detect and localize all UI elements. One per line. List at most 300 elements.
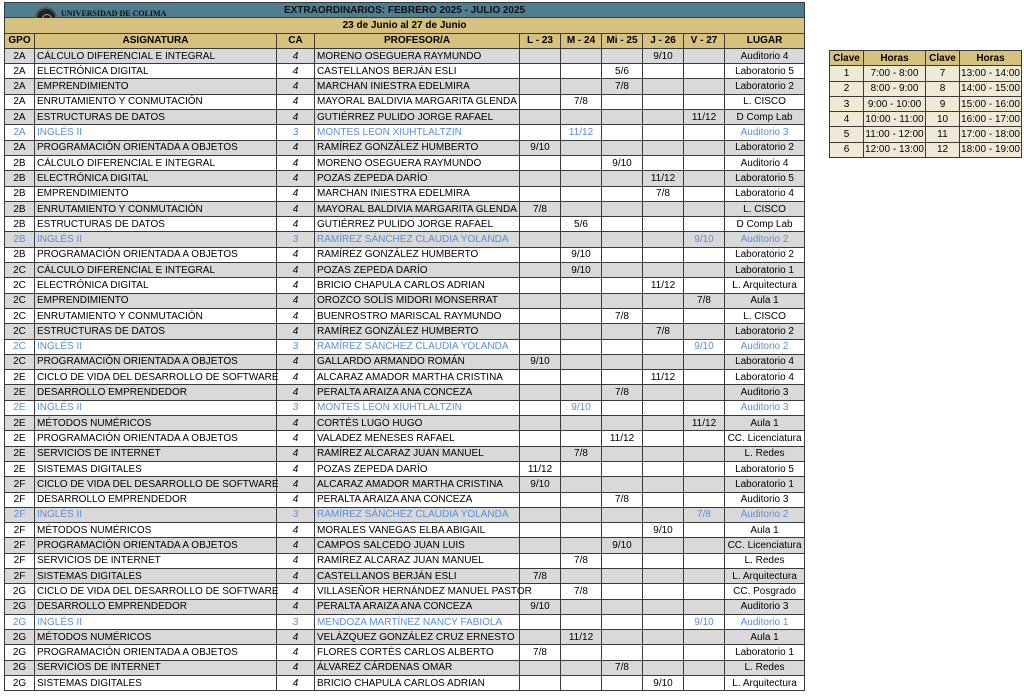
cell-gpo: 2F — [5, 523, 35, 538]
cell-gpo: 2C — [5, 324, 35, 339]
cell-jueves — [643, 630, 684, 645]
cell-viernes: 11/12 — [684, 110, 725, 125]
cell-gpo: 2G — [5, 645, 35, 660]
cell-miercoles: 11/12 — [602, 431, 643, 446]
cell-miercoles — [602, 676, 643, 691]
cell-martes — [561, 507, 602, 522]
cell-miercoles — [602, 645, 643, 660]
cell-asignatura: MÉTODOS NUMÉRICOS — [35, 523, 277, 538]
cell-lunes — [520, 232, 561, 247]
cell-lugar: Auditorio 1 — [725, 614, 805, 629]
cell-lugar: CC. Licenciatura — [725, 538, 805, 553]
table-row — [5, 461, 805, 476]
cell-profesor: CORTÉS LUGO HUGO — [315, 416, 520, 431]
cell-martes — [561, 477, 602, 492]
cell-lunes — [520, 676, 561, 691]
cell-martes: 7/8 — [561, 553, 602, 568]
cell-ca: 4 — [277, 79, 315, 94]
legend-clave: 9 — [926, 96, 960, 111]
cell-martes: 5/6 — [561, 217, 602, 232]
cell-lunes — [520, 217, 561, 232]
table-row — [5, 354, 805, 369]
cell-jueves — [643, 461, 684, 476]
cell-asignatura: EMPRENDIMIENTO — [35, 79, 277, 94]
cell-lunes — [520, 538, 561, 553]
cell-martes — [561, 385, 602, 400]
cell-martes: 7/8 — [561, 584, 602, 599]
cell-viernes — [684, 630, 725, 645]
cell-lugar: D Comp Lab — [725, 110, 805, 125]
cell-asignatura: CICLO DE VIDA DEL DESARROLLO DE SOFTWARE — [35, 584, 277, 599]
cell-lunes — [520, 339, 561, 354]
legend-clave: 6 — [830, 142, 864, 157]
cell-gpo: 2A — [5, 64, 35, 79]
cell-lunes — [520, 630, 561, 645]
cell-lugar: Auditorio 2 — [725, 232, 805, 247]
cell-profesor: ALCARAZ AMADOR MARTHA CRISTINA — [315, 370, 520, 385]
cell-profesor: FLORES CORTÉS CARLOS ALBERTO — [315, 645, 520, 660]
legend-clave: 4 — [830, 112, 864, 127]
cell-gpo: 2A — [5, 94, 35, 109]
cell-gpo: 2C — [5, 263, 35, 278]
cell-jueves — [643, 201, 684, 216]
cell-martes — [561, 64, 602, 79]
cell-martes — [561, 492, 602, 507]
cell-gpo: 2A — [5, 79, 35, 94]
cell-ca: 4 — [277, 523, 315, 538]
cell-jueves: 11/12 — [643, 278, 684, 293]
cell-ca: 4 — [277, 308, 315, 323]
cell-gpo: 2B — [5, 201, 35, 216]
cell-lugar: Laboratorio 1 — [725, 263, 805, 278]
cell-martes — [561, 308, 602, 323]
cell-profesor: PERALTA ARAIZA ANA CONCEZA — [315, 385, 520, 400]
cell-viernes — [684, 523, 725, 538]
cell-profesor: MAYORAL BALDIVIA MARGARITA GLENDA — [315, 94, 520, 109]
cell-ca: 4 — [277, 385, 315, 400]
cell-asignatura: ELECTRÓNICA DIGITAL — [35, 278, 277, 293]
cell-asignatura: PROGRAMACIÓN ORIENTADA A OBJETOS — [35, 645, 277, 660]
column-header-row — [5, 33, 805, 48]
table-row — [5, 507, 805, 522]
cell-gpo: 2A — [5, 48, 35, 63]
col-header-jueves: J - 26 — [643, 33, 684, 48]
cell-gpo: 2B — [5, 186, 35, 201]
cell-jueves — [643, 140, 684, 155]
cell-viernes — [684, 155, 725, 170]
cell-jueves: 11/12 — [643, 171, 684, 186]
cell-jueves — [643, 263, 684, 278]
cell-miercoles — [602, 48, 643, 63]
cell-lugar: CC. Posgrado — [725, 584, 805, 599]
cell-lugar: D Comp Lab — [725, 217, 805, 232]
cell-viernes — [684, 461, 725, 476]
cell-martes — [561, 614, 602, 629]
cell-ca: 4 — [277, 370, 315, 385]
table-row — [5, 553, 805, 568]
cell-jueves — [643, 553, 684, 568]
cell-ca: 4 — [277, 217, 315, 232]
cell-lugar: Laboratorio 5 — [725, 461, 805, 476]
cell-lunes — [520, 263, 561, 278]
cell-viernes — [684, 94, 725, 109]
table-row — [5, 492, 805, 507]
cell-ca: 4 — [277, 293, 315, 308]
cell-lugar: L. Arquitectura — [725, 676, 805, 691]
cell-asignatura: PROGRAMACIÓN ORIENTADA A OBJETOS — [35, 354, 277, 369]
cell-lugar: L. CISCO — [725, 201, 805, 216]
cell-asignatura: INGLÉS II — [35, 125, 277, 140]
cell-gpo: 2B — [5, 217, 35, 232]
cell-jueves: 7/8 — [643, 186, 684, 201]
cell-lunes: 11/12 — [520, 461, 561, 476]
cell-miercoles — [602, 125, 643, 140]
date-range: 23 de Junio al 27 de Junio — [5, 18, 805, 33]
cell-asignatura: INGLÉS II — [35, 339, 277, 354]
legend-horas: 11:00 - 12:00 — [864, 127, 926, 142]
cell-gpo: 2C — [5, 278, 35, 293]
cell-gpo: 2A — [5, 125, 35, 140]
subtitle-row — [5, 18, 805, 33]
legend-clave: 12 — [926, 142, 960, 157]
legend-horas: 16:00 - 17:00 — [960, 112, 1022, 127]
table-row — [5, 584, 805, 599]
cell-viernes — [684, 446, 725, 461]
cell-viernes — [684, 538, 725, 553]
cell-asignatura: MÉTODOS NUMÉRICOS — [35, 416, 277, 431]
cell-viernes — [684, 477, 725, 492]
cell-lugar: L. CISCO — [725, 94, 805, 109]
cell-miercoles: 7/8 — [602, 308, 643, 323]
legend-horas: 10:00 - 11:00 — [864, 112, 926, 127]
cell-ca: 4 — [277, 171, 315, 186]
cell-miercoles — [602, 186, 643, 201]
cell-lunes — [520, 385, 561, 400]
legend-clave: 2 — [830, 81, 864, 96]
cell-profesor: RAMÍREZ SÁNCHEZ CLAUDIA YOLANDA — [315, 232, 520, 247]
cell-viernes — [684, 676, 725, 691]
legend-row — [830, 81, 1022, 96]
cell-gpo: 2F — [5, 507, 35, 522]
cell-lunes — [520, 660, 561, 675]
cell-profesor: ALCARAZ AMADOR MARTHA CRISTINA — [315, 477, 520, 492]
cell-lunes — [520, 416, 561, 431]
cell-jueves — [643, 217, 684, 232]
cell-gpo: 2F — [5, 492, 35, 507]
cell-viernes — [684, 263, 725, 278]
cell-viernes — [684, 324, 725, 339]
cell-profesor: RAMÍREZ SÁNCHEZ CLAUDIA YOLANDA — [315, 339, 520, 354]
cell-lunes — [520, 507, 561, 522]
cell-lugar: Laboratorio 4 — [725, 354, 805, 369]
cell-gpo: 2A — [5, 140, 35, 155]
cell-lugar: L. CISCO — [725, 308, 805, 323]
cell-jueves — [643, 660, 684, 675]
legend-clave: 7 — [926, 66, 960, 81]
table-row — [5, 293, 805, 308]
cell-miercoles: 9/10 — [602, 538, 643, 553]
table-row — [5, 385, 805, 400]
cell-martes: 11/12 — [561, 125, 602, 140]
cell-profesor: BUENROSTRO MARISCAL RAYMUNDO — [315, 308, 520, 323]
cell-ca: 4 — [277, 278, 315, 293]
cell-miercoles — [602, 461, 643, 476]
table-row — [5, 140, 805, 155]
cell-miercoles — [602, 232, 643, 247]
cell-viernes: 9/10 — [684, 232, 725, 247]
cell-asignatura: CÁLCULO DIFERENCIAL E INTEGRAL — [35, 48, 277, 63]
cell-viernes — [684, 385, 725, 400]
cell-gpo: 2G — [5, 660, 35, 675]
cell-ca: 4 — [277, 645, 315, 660]
table-row — [5, 660, 805, 675]
cell-lugar: L. Arquitectura — [725, 278, 805, 293]
cell-miercoles — [602, 614, 643, 629]
table-row — [5, 538, 805, 553]
legend-header-clave: Clave — [926, 51, 960, 66]
table-row — [5, 645, 805, 660]
cell-lugar: L. Redes — [725, 446, 805, 461]
cell-viernes — [684, 201, 725, 216]
cell-jueves — [643, 431, 684, 446]
table-row — [5, 339, 805, 354]
legend-header-horas: Horas — [864, 51, 926, 66]
cell-profesor: RAMÍREZ GONZÁLEZ HUMBERTO — [315, 247, 520, 262]
cell-gpo: 2C — [5, 339, 35, 354]
cell-ca: 4 — [277, 354, 315, 369]
cell-viernes — [684, 354, 725, 369]
table-row — [5, 171, 805, 186]
cell-ca: 4 — [277, 660, 315, 675]
cell-lugar: Auditorio 4 — [725, 48, 805, 63]
cell-miercoles — [602, 599, 643, 614]
cell-jueves — [643, 308, 684, 323]
cell-lugar: L. Redes — [725, 660, 805, 675]
cell-asignatura: SERVICIOS DE INTERNET — [35, 553, 277, 568]
cell-lunes — [520, 324, 561, 339]
cell-asignatura: INGLÉS II — [35, 614, 277, 629]
cell-asignatura: ESTRUCTURAS DE DATOS — [35, 217, 277, 232]
cell-miercoles — [602, 568, 643, 583]
cell-jueves — [643, 492, 684, 507]
cell-jueves: 9/10 — [643, 48, 684, 63]
cell-gpo: 2G — [5, 630, 35, 645]
legend-horas: 15:00 - 16:00 — [960, 96, 1022, 111]
cell-martes — [561, 110, 602, 125]
cell-martes — [561, 538, 602, 553]
table-row — [5, 446, 805, 461]
cell-viernes — [684, 431, 725, 446]
table-row — [5, 232, 805, 247]
hour-key-legend — [829, 50, 1022, 158]
cell-martes — [561, 370, 602, 385]
table-row — [5, 110, 805, 125]
cell-lunes: 9/10 — [520, 599, 561, 614]
cell-lunes — [520, 293, 561, 308]
cell-martes: 9/10 — [561, 247, 602, 262]
cell-lugar: Aula 1 — [725, 293, 805, 308]
cell-martes — [561, 232, 602, 247]
cell-jueves — [643, 247, 684, 262]
cell-martes — [561, 354, 602, 369]
cell-viernes — [684, 217, 725, 232]
cell-profesor: BRICIO CHAPULA CARLOS ADRIAN — [315, 278, 520, 293]
cell-lugar: Auditorio 4 — [725, 155, 805, 170]
cell-profesor: RAMÍREZ GONZÁLEZ HUMBERTO — [315, 324, 520, 339]
cell-ca: 4 — [277, 48, 315, 63]
cell-viernes — [684, 599, 725, 614]
cell-viernes — [684, 64, 725, 79]
cell-asignatura: ESTRUCTURAS DE DATOS — [35, 110, 277, 125]
cell-miercoles — [602, 140, 643, 155]
table-row — [5, 599, 805, 614]
cell-asignatura: EMPRENDIMIENTO — [35, 293, 277, 308]
cell-ca: 4 — [277, 64, 315, 79]
cell-jueves — [643, 385, 684, 400]
cell-martes — [561, 201, 602, 216]
cell-ca: 4 — [277, 155, 315, 170]
legend-header-clave: Clave — [830, 51, 864, 66]
cell-ca: 4 — [277, 676, 315, 691]
cell-ca: 4 — [277, 553, 315, 568]
cell-viernes — [684, 660, 725, 675]
cell-asignatura: PROGRAMACIÓN ORIENTADA A OBJETOS — [35, 431, 277, 446]
cell-asignatura: SISTEMAS DIGITALES — [35, 676, 277, 691]
cell-profesor: VALADEZ MENESES RAFAEL — [315, 431, 520, 446]
table-row — [5, 568, 805, 583]
col-header-martes: M - 24 — [561, 33, 602, 48]
cell-miercoles: 7/8 — [602, 79, 643, 94]
cell-jueves — [643, 400, 684, 415]
cell-lugar: Auditorio 3 — [725, 385, 805, 400]
cell-lugar: Aula 1 — [725, 630, 805, 645]
cell-gpo: 2F — [5, 477, 35, 492]
table-row — [5, 278, 805, 293]
cell-lunes — [520, 370, 561, 385]
cell-ca: 4 — [277, 263, 315, 278]
table-row — [5, 308, 805, 323]
legend-horas: 8:00 - 9:00 — [864, 81, 926, 96]
cell-profesor: POZAS ZEPEDA DARÍO — [315, 263, 520, 278]
cell-asignatura: ELECTRÓNICA DIGITAL — [35, 171, 277, 186]
col-header-gpo: GPO — [5, 33, 35, 48]
cell-asignatura: SERVICIOS DE INTERNET — [35, 446, 277, 461]
title-row — [5, 3, 805, 18]
cell-asignatura: SISTEMAS DIGITALES — [35, 461, 277, 476]
cell-miercoles: 7/8 — [602, 660, 643, 675]
cell-lugar: Laboratorio 1 — [725, 477, 805, 492]
cell-profesor: MENDOZA MARTÍNEZ NANCY FABIOLA — [315, 614, 520, 629]
cell-viernes: 7/8 — [684, 293, 725, 308]
cell-asignatura: PROGRAMACIÓN ORIENTADA A OBJETOS — [35, 247, 277, 262]
cell-miercoles — [602, 293, 643, 308]
table-row — [5, 630, 805, 645]
table-row — [5, 400, 805, 415]
cell-ca: 4 — [277, 446, 315, 461]
col-header-profesor: PROFESOR/A — [315, 33, 520, 48]
cell-miercoles: 9/10 — [602, 155, 643, 170]
cell-miercoles — [602, 217, 643, 232]
cell-lugar: Laboratorio 4 — [725, 186, 805, 201]
cell-asignatura: PROGRAMACIÓN ORIENTADA A OBJETOS — [35, 538, 277, 553]
cell-profesor: PERALTA ARAIZA ANA CONCEZA — [315, 599, 520, 614]
cell-ca: 4 — [277, 201, 315, 216]
cell-ca: 4 — [277, 492, 315, 507]
cell-viernes: 7/8 — [684, 507, 725, 522]
cell-lugar: Auditorio 3 — [725, 599, 805, 614]
cell-lunes — [520, 446, 561, 461]
table-row — [5, 201, 805, 216]
cell-ca: 4 — [277, 477, 315, 492]
cell-martes — [561, 676, 602, 691]
legend-horas: 17:00 - 18:00 — [960, 127, 1022, 142]
cell-profesor: CAMPOS SALCEDO JUAN LUIS — [315, 538, 520, 553]
legend-horas: 14:00 - 15:00 — [960, 81, 1022, 96]
cell-profesor: MARCHAN INIESTRA EDELMIRA — [315, 186, 520, 201]
cell-profesor: MORENO OSEGUERA RAYMUNDO — [315, 48, 520, 63]
table-row — [5, 523, 805, 538]
cell-miercoles — [602, 507, 643, 522]
cell-viernes: 9/10 — [684, 339, 725, 354]
cell-ca: 3 — [277, 232, 315, 247]
cell-gpo: 2E — [5, 416, 35, 431]
cell-lugar: Laboratorio 2 — [725, 79, 805, 94]
cell-gpo: 2B — [5, 232, 35, 247]
cell-profesor: MORENO OSEGUERA RAYMUNDO — [315, 155, 520, 170]
cell-lugar: Laboratorio 5 — [725, 64, 805, 79]
cell-viernes — [684, 247, 725, 262]
cell-gpo: 2C — [5, 293, 35, 308]
cell-jueves — [643, 599, 684, 614]
cell-lunes: 7/8 — [520, 568, 561, 583]
cell-ca: 3 — [277, 339, 315, 354]
cell-lunes — [520, 431, 561, 446]
cell-gpo: 2B — [5, 247, 35, 262]
col-header-ca: CA — [277, 33, 315, 48]
cell-profesor: POZAS ZEPEDA DARÍO — [315, 171, 520, 186]
cell-miercoles — [602, 171, 643, 186]
cell-viernes: 9/10 — [684, 614, 725, 629]
cell-gpo: 2A — [5, 110, 35, 125]
cell-asignatura: CICLO DE VIDA DEL DESARROLLO DE SOFTWARE — [35, 477, 277, 492]
cell-jueves — [643, 477, 684, 492]
legend-horas: 12:00 - 13:00 — [864, 142, 926, 157]
cell-lunes — [520, 64, 561, 79]
cell-jueves — [643, 79, 684, 94]
cell-gpo: 2E — [5, 385, 35, 400]
legend-header-horas: Horas — [960, 51, 1022, 66]
cell-ca: 4 — [277, 538, 315, 553]
cell-asignatura: ESTRUCTURAS DE DATOS — [35, 324, 277, 339]
cell-martes: 9/10 — [561, 263, 602, 278]
table-row — [5, 155, 805, 170]
cell-gpo: 2F — [5, 553, 35, 568]
cell-jueves: 7/8 — [643, 324, 684, 339]
cell-lugar: Laboratorio 2 — [725, 140, 805, 155]
table-row — [5, 263, 805, 278]
cell-ca: 4 — [277, 140, 315, 155]
cell-ca: 3 — [277, 614, 315, 629]
table-row — [5, 64, 805, 79]
cell-asignatura: PROGRAMACIÓN ORIENTADA A OBJETOS — [35, 140, 277, 155]
legend-horas: 7:00 - 8:00 — [864, 66, 926, 81]
cell-jueves: 9/10 — [643, 523, 684, 538]
cell-asignatura: ENRUTAMIENTO Y CONMUTACIÓN — [35, 308, 277, 323]
table-row — [5, 676, 805, 691]
cell-lugar: L. Redes — [725, 553, 805, 568]
cell-martes — [561, 660, 602, 675]
cell-viernes — [684, 308, 725, 323]
